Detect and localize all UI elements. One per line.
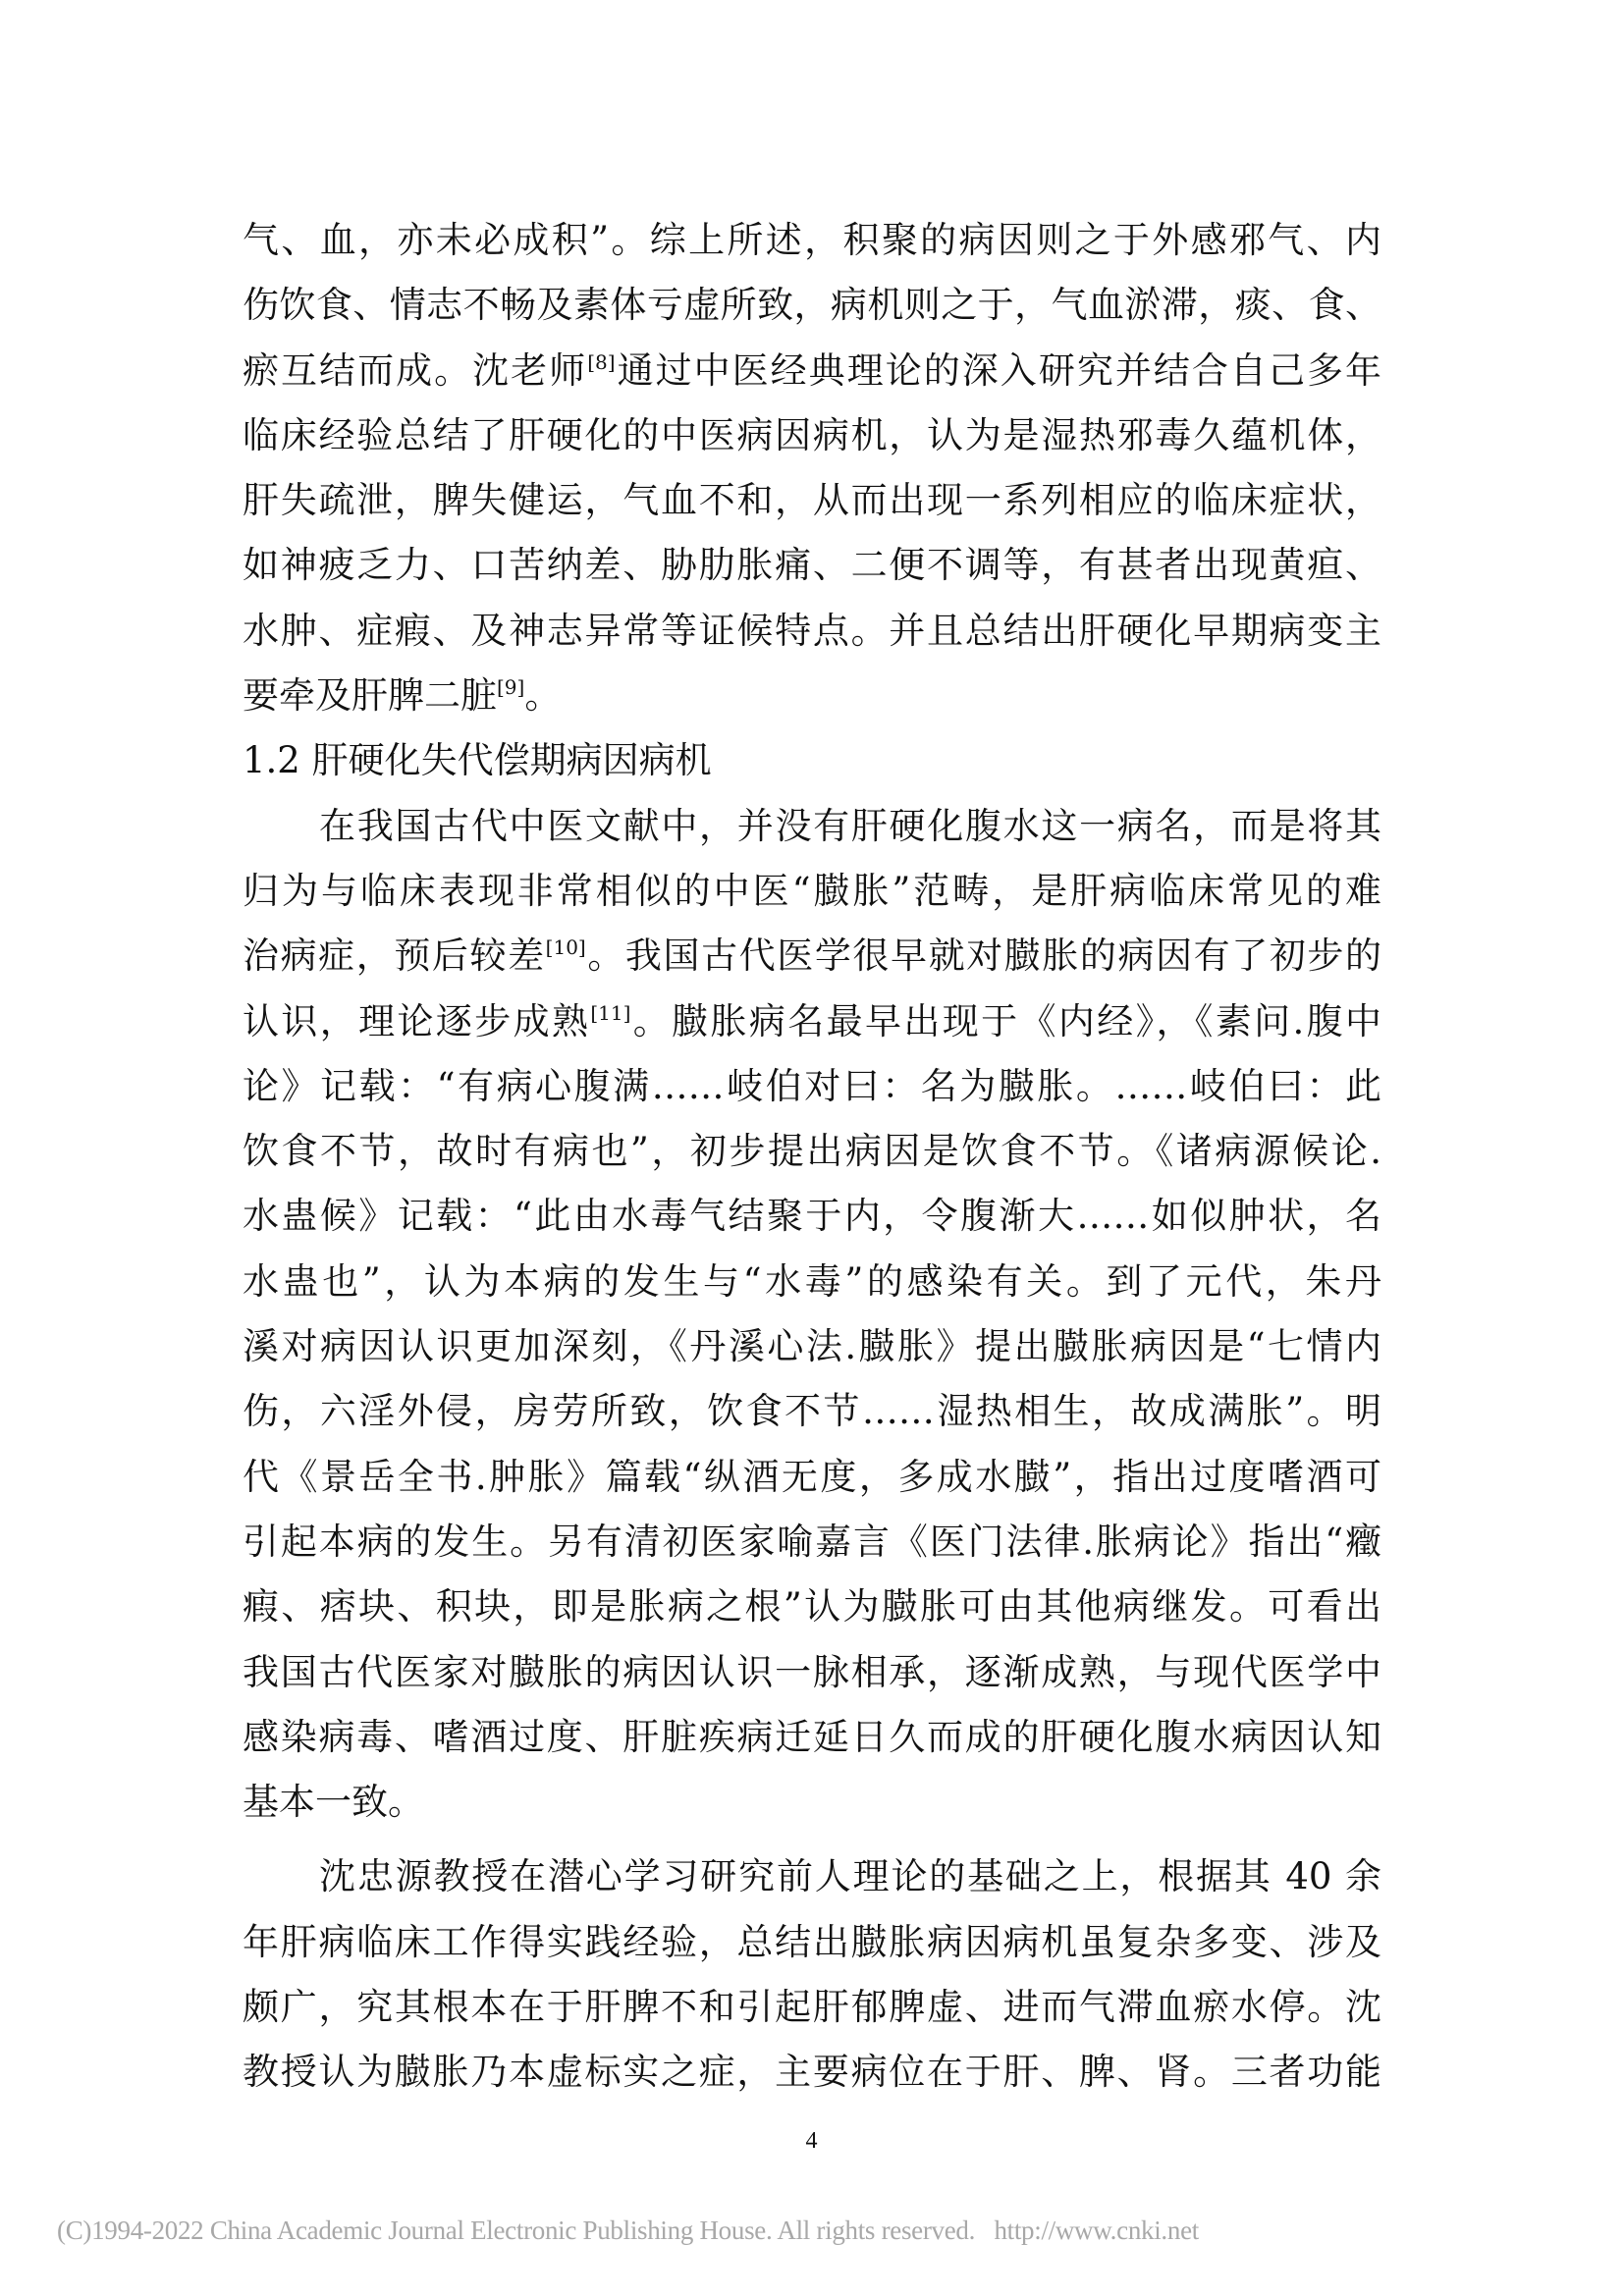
paragraph-3 <box>243 1844 1381 2105</box>
text-line: 认识，理论逐步成熟[11]。臌胀病名最早出现于《内经》，《素问.腹中 <box>243 999 1382 1042</box>
citation-ref[interactable]: [11] <box>590 1000 631 1025</box>
text-line: 感染病毒、嗜酒过度、肝脏疾病迁延日久而成的肝硬化腹水病因认知 <box>243 1715 1381 1758</box>
text-line: 我国古代医家对臌胀的病因认识一脉相承，逐渐成熟，与现代医学中 <box>243 1650 1381 1693</box>
text-line: 年肝病临床工作得实践经验，总结出臌胀病因病机虽复杂多变、涉及 <box>243 1920 1381 1963</box>
text-line: 代《景岳全书.肿胀》篇载“纵酒无度，多成水臌”，指出过度嗜酒可 <box>243 1455 1381 1498</box>
text-line: 教授认为臌胀乃本虚标实之症，主要病位在于肝、脾、肾。三者功能 <box>243 2051 1381 2094</box>
text-line: 治病症，预后较差[10]。我国古代医学很早就对臌胀的病因有了初步的 <box>243 934 1381 978</box>
document-body <box>243 208 1381 2106</box>
text-line: 如神疲乏力、口苦纳差、胁肋胀痛、二便不调等，有甚者出现黄疸、 <box>243 544 1381 587</box>
text-line: 伤饮食、情志不畅及素体亏虚所致，病机则之于，气血淤滞，痰、食、 <box>243 284 1381 327</box>
text-line: 瘕、痞块、积块，即是胀病之根”认为臌胀可由其他病继发。可看出 <box>243 1585 1381 1629</box>
citation-ref[interactable]: [9] <box>497 675 525 700</box>
text-line: 肝失疏泄，脾失健运，气血不和，从而出现一系列相应的临床症状， <box>243 479 1381 522</box>
paragraph-gap <box>243 1835 1381 1844</box>
text-line: 在我国古代中医文献中，并没有肝硬化腹水这一病名，而是将其 <box>319 804 1381 847</box>
copyright-text: (C)1994-2022 China Academic Journal Electronic Publishing House. All rights reserved. <box>57 2216 976 2245</box>
page-number: 4 <box>805 2128 818 2154</box>
copyright-notice <box>57 2216 1199 2246</box>
text-line: 引起本病的发生。另有清初医家喻嘉言《医门法律.胀病论》指出“癥 <box>243 1520 1381 1563</box>
text-line: 水肿、症瘕、及神志异常等证候特点。并且总结出肝硬化早期病变主 <box>243 609 1381 652</box>
text-line: 气、血，亦未必成积”。综上所述，积聚的病因则之于外感邪气、内 <box>243 219 1381 261</box>
text-line: 论》记载：“有病心腹满……岐伯对曰：名为臌胀。……岐伯曰：此 <box>243 1064 1381 1107</box>
text-line: 伤，六淫外侵，房劳所致，饮食不节……湿热相生，故成满胀”。明 <box>243 1390 1381 1433</box>
text-line: 沈忠源教授在潜心学习研究前人理论的基础之上，根据其 40 余 <box>319 1855 1381 1898</box>
text-line: 基本一致。 <box>243 1781 424 1824</box>
cnki-link[interactable]: http://www.cnki.net <box>994 2216 1199 2245</box>
text-line: 瘀互结而成。沈老师[8]通过中医经典理论的深入研究并结合自己多年 <box>243 348 1381 392</box>
text-line: 要牵及肝脾二脏[9]。 <box>243 674 562 718</box>
paragraph-2 <box>243 794 1381 1836</box>
text-line: 归为与临床表现非常相似的中医“臌胀”范畴，是肝病临床常见的难 <box>243 869 1381 912</box>
text-line: 水蛊也”，认为本病的发生与“水毒”的感染有关。到了元代，朱丹 <box>243 1259 1381 1303</box>
text-line: 饮食不节，故时有病也”，初步提出病因是饮食不节。《诸病源候论. <box>243 1130 1381 1173</box>
paragraph-1 <box>243 208 1381 728</box>
text-line: 颇广，究其根本在于肝脾不和引起肝郁脾虚、进而气滞血瘀水停。沈 <box>243 1986 1381 2029</box>
text-line: 溪对病因认识更加深刻，《丹溪心法.臌胀》提出臌胀病因是“七情内 <box>243 1325 1381 1368</box>
citation-ref[interactable]: [10] <box>545 935 586 960</box>
text-line: 水蛊候》记载：“此由水毒气结聚于内，令腹渐大……如似肿状，名 <box>243 1195 1381 1238</box>
citation-ref[interactable]: [8] <box>587 349 616 374</box>
section-heading: 1.2 肝硬化失代偿期病因病机 <box>243 739 712 782</box>
text-line: 临床经验总结了肝硬化的中医病因病机，认为是湿热邪毒久蕴机体， <box>243 413 1381 456</box>
